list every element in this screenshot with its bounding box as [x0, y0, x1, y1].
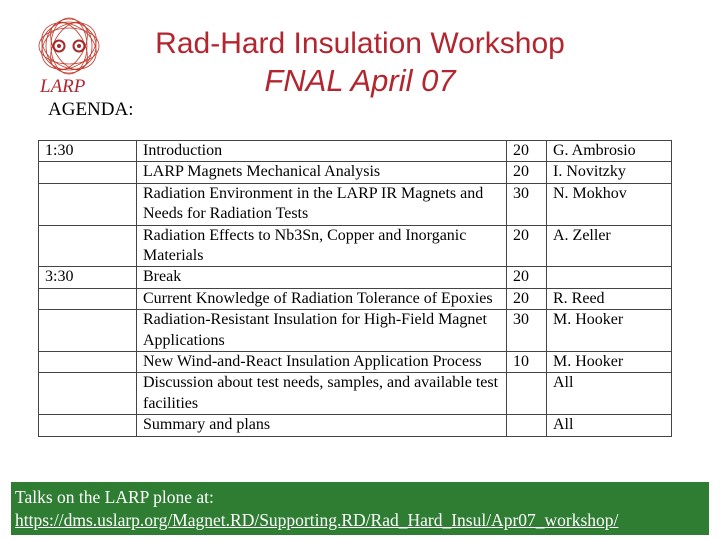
agenda-row	[39, 373, 672, 415]
agenda-row	[39, 352, 672, 373]
time-cell	[39, 415, 137, 436]
logo-text: LARP	[40, 76, 86, 97]
speaker-cell	[547, 267, 672, 288]
speaker-cell: All	[547, 373, 672, 415]
minutes-cell: 20	[507, 162, 547, 183]
agenda-body	[39, 141, 672, 437]
larp-logo	[34, 16, 104, 78]
footer-banner	[11, 482, 709, 535]
agenda-row	[39, 183, 672, 225]
page-title: Rad-Hard Insulation Workshop	[155, 27, 565, 60]
topic-cell: Radiation Effects to Nb3Sn, Copper and Inorganic Materials	[137, 225, 507, 267]
minutes-cell	[507, 415, 547, 436]
minutes-cell: 20	[507, 267, 547, 288]
workshop-link[interactable]: https://dms.uslarp.org/Magnet.RD/Supporting.RD/Rad_Hard_Insul/Apr07_workshop/	[15, 510, 619, 530]
speaker-cell: All	[547, 415, 672, 436]
minutes-cell: 20	[507, 141, 547, 162]
minutes-cell: 30	[507, 183, 547, 225]
minutes-cell: 20	[507, 288, 547, 309]
footer-text: Talks on the LARP plone at:	[15, 487, 214, 507]
agenda-table	[38, 140, 672, 437]
agenda-row	[39, 267, 672, 288]
time-cell	[39, 373, 137, 415]
topic-cell: Summary and plans	[137, 415, 507, 436]
speaker-cell: G. Ambrosio	[547, 141, 672, 162]
agenda-row	[39, 415, 672, 436]
topic-cell: Current Knowledge of Radiation Tolerance of Epoxies	[137, 288, 507, 309]
time-cell	[39, 162, 137, 183]
time-cell	[39, 225, 137, 267]
speaker-cell: R. Reed	[547, 288, 672, 309]
topic-cell: New Wind-and-React Insulation Application Process	[137, 352, 507, 373]
minutes-cell: 10	[507, 352, 547, 373]
minutes-cell: 30	[507, 310, 547, 352]
speaker-cell: M. Hooker	[547, 352, 672, 373]
time-cell	[39, 310, 137, 352]
time-cell	[39, 288, 137, 309]
topic-cell: Radiation Environment in the LARP IR Magnets and Needs for Radiation Tests	[137, 183, 507, 225]
agenda-label: AGENDA:	[48, 99, 134, 120]
speaker-cell: I. Novitzky	[547, 162, 672, 183]
time-cell	[39, 352, 137, 373]
agenda-row	[39, 310, 672, 352]
page-subtitle: FNAL April 07	[264, 63, 456, 98]
time-cell: 1:30	[39, 141, 137, 162]
topic-cell: LARP Magnets Mechanical Analysis	[137, 162, 507, 183]
speaker-cell: N. Mokhov	[547, 183, 672, 225]
agenda-row	[39, 162, 672, 183]
minutes-cell: 20	[507, 225, 547, 267]
speaker-cell: M. Hooker	[547, 310, 672, 352]
time-cell	[39, 183, 137, 225]
topic-cell: Radiation-Resistant Insulation for High-Field Magnet Applications	[137, 310, 507, 352]
agenda-row	[39, 225, 672, 267]
agenda-row	[39, 288, 672, 309]
time-cell: 3:30	[39, 267, 137, 288]
larp-logo-icon	[34, 16, 104, 78]
topic-cell: Introduction	[137, 141, 507, 162]
minutes-cell	[507, 373, 547, 415]
agenda-row	[39, 141, 672, 162]
speaker-cell: A. Zeller	[547, 225, 672, 267]
topic-cell: Discussion about test needs, samples, and available test facilities	[137, 373, 507, 415]
topic-cell: Break	[137, 267, 507, 288]
